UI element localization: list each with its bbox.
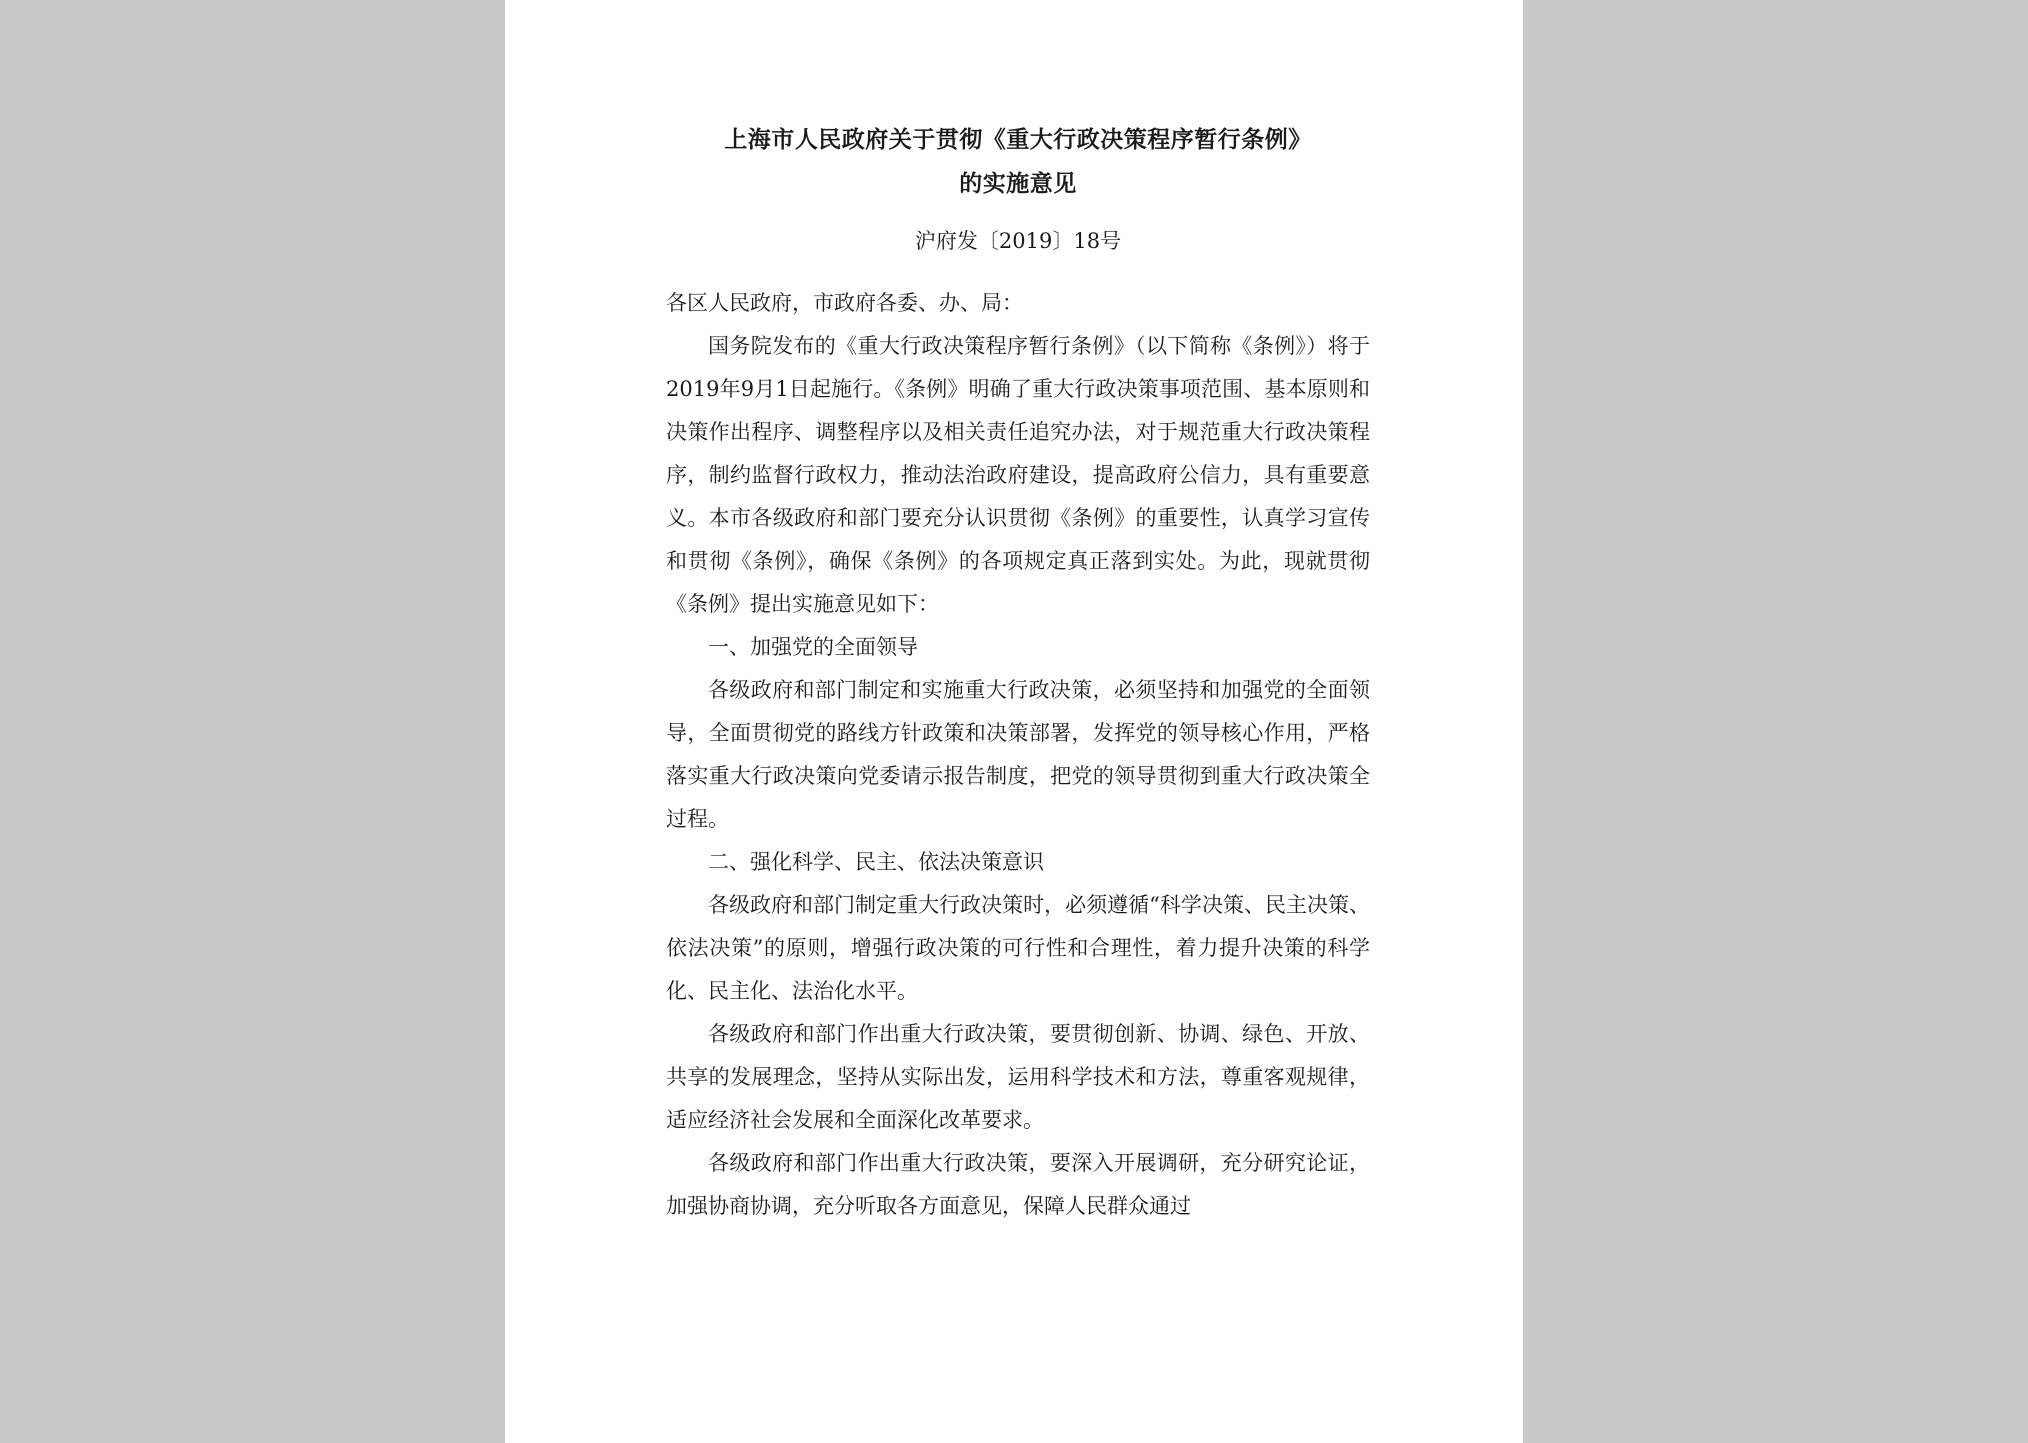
- title-line-1: 上海市人民政府关于贯彻《重大行政决策程序暂行条例》: [724, 126, 1312, 153]
- document-page: [505, 0, 1523, 1443]
- page-content: [666, 118, 1370, 1228]
- section-2-heading: 二、强化科学、民主、依法决策意识: [708, 850, 1044, 874]
- section-1-heading: 一、加强党的全面领导: [708, 635, 918, 659]
- title-line-2: 的实施意见: [959, 170, 1077, 197]
- section-2-paragraph-3: 各级政府和部门作出重大行政决策，要深入开展调研，充分研究论证，加强协商协调，充分听取各方面意见，保障人民群众通过: [666, 1151, 1370, 1218]
- document-title: [666, 118, 1370, 206]
- salutation: 各区人民政府，市政府各委、办、局：: [666, 291, 1023, 315]
- section-1-paragraph-1: 各级政府和部门制定和实施重大行政决策，必须坚持和加强党的全面领导，全面贯彻党的路线方针政策和决策部署，发挥党的领导核心作用，严格落实重大行政决策向党委请示报告制度，把党的领导贯彻到重大行政决策全过程。: [666, 678, 1370, 831]
- intro-paragraph: 国务院发布的《重大行政决策程序暂行条例》（以下简称《条例》）将于2019年9月1日起施行。《条例》明确了重大行政决策事项范围、基本原则和决策作出程序、调整程序以及相关责任追究办法，对于规范重大行政决策程序，制约监督行政权力，推动法治政府建设，提高政府公信力，具有重要意义。本市各级政府和部门要充分认识贯彻《条例》的重要性，认真学习宣传和贯彻《条例》，确保《条例》的各项规定真正落到实处。为此，现就贯彻《条例》提出实施意见如下：: [666, 334, 1370, 616]
- section-2-paragraph-2: 各级政府和部门作出重大行政决策，要贯彻创新、协调、绿色、开放、共享的发展理念，坚持从实际出发，运用科学技术和方法，尊重客观规律，适应经济社会发展和全面深化改革要求。: [666, 1022, 1370, 1132]
- document-number: 沪府发〔2019〕18号: [914, 229, 1122, 253]
- section-2-paragraph-1: 各级政府和部门制定重大行政决策时，必须遵循“科学决策、民主决策、依法决策”的原则，增强行政决策的可行性和合理性，着力提升决策的科学化、民主化、法治化水平。: [666, 893, 1370, 1003]
